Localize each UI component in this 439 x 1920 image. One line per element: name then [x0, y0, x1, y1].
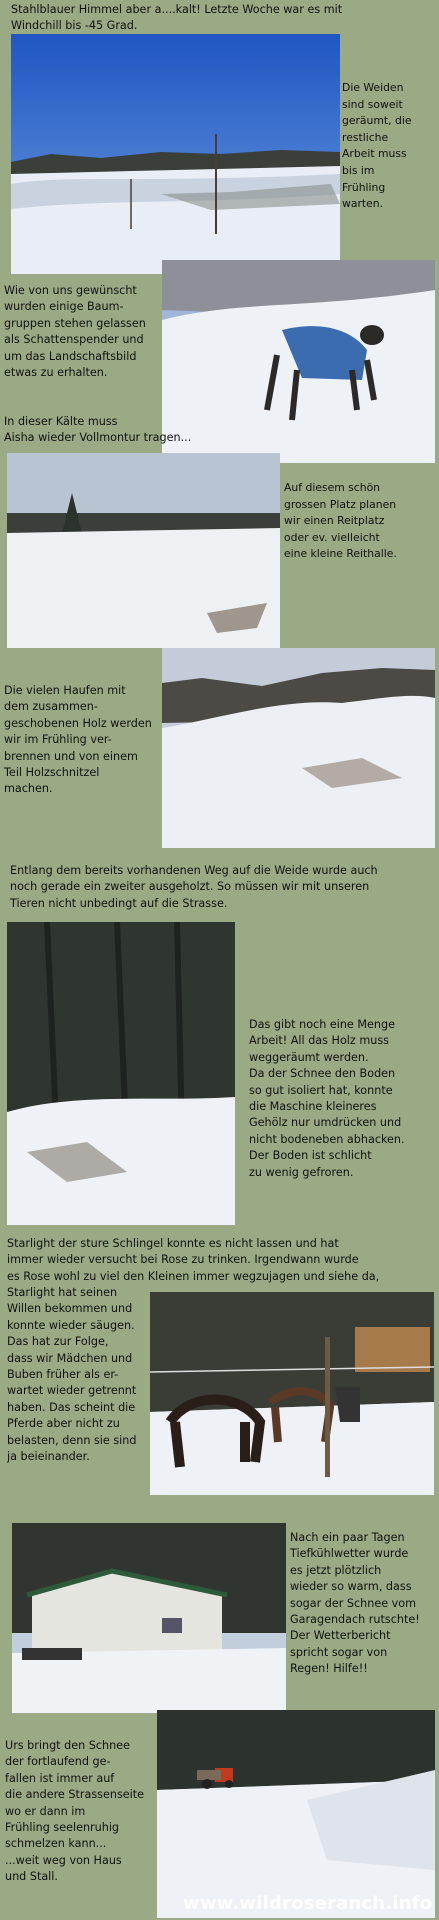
pasture-clear-sky-photo	[11, 34, 340, 274]
pasture-caption: Die Weiden sind soweit geräumt, die restliche Arbeit muss bis im Frühling warten.	[342, 81, 412, 211]
aisha-caption: In dieser Kälte muss Aisha wieder Vollmontur tragen...	[4, 415, 192, 445]
wood-removal-caption: Das gibt noch eine Menge Arbeit! All das Holz muss weggeräumt werden. Da der Schnee den Boden so gut isoliert hat, konnte die Maschine kleineres Gehölz nur umdrücken und nicht bodeneben abhacken. Der Boden ist schlicht zu wenig gefroren.	[249, 1018, 405, 1179]
starlight-caption-top: Starlight der sture Schlingel konnte es nicht lassen und hat immer wieder versucht bei Rose zu trinken. Irgendwann wurde es Rose wohl zu viel den Kleinen immer wegzujagen und siehe da,	[7, 1237, 380, 1283]
wood-piles-photo	[162, 648, 435, 848]
path-caption: Entlang dem bereits vorhandenen Weg auf die Weide wurde auch noch gerade ein zweiter ausgeholzt. So müssen wir mit unseren Tieren nicht unbedingt auf die Strasse.	[10, 864, 378, 910]
snow-clearing-photo	[157, 1710, 435, 1918]
wood-piles-image	[162, 648, 435, 848]
garage-image	[12, 1523, 286, 1713]
horses-paddock-photo	[150, 1292, 434, 1495]
website-watermark: www.wildroseranch.info	[183, 1893, 433, 1914]
wood-piles-caption: Die vielen Haufen mit dem zusammen- geschobenen Holz werden wir im Frühling ver- brennen und von einem Teil Holzschnitzel machen.	[4, 684, 152, 796]
riding-arena-caption: Auf diesem schön grossen Platz planen wir einen Reitplatz oder ev. vielleicht eine kleine Reithalle.	[284, 481, 397, 561]
forest-clearing-image	[7, 922, 235, 1225]
aisha-dog-snow-image	[162, 260, 435, 463]
starlight-caption-side: Starlight hat seinen Willen bekommen und konnte wieder säugen. Das hat zur Folge, dass wir Mädchen und Buben früher als er- wartet wieder getrennt haben. Das scheint die Pferde aber nicht zu belasten, denn sie sind ja beieinander.	[7, 1286, 137, 1464]
pasture-clear-sky-image	[11, 34, 340, 274]
snow-clearing-caption: Urs bringt den Schnee der fortlaufend ge- fallen ist immer auf die andere Strassenseite wo er dann im Frühling seelenruhig schmelzen kann... ...weit weg von Haus und Stall.	[5, 1739, 145, 1884]
garage-photo	[12, 1523, 286, 1713]
riding-arena-site-image	[7, 453, 280, 648]
intro-caption: Stahlblauer Himmel aber a....kalt! Letzte Woche war es mit Windchill bis -45 Grad.	[11, 3, 343, 33]
aisha-dog-snow-photo	[162, 260, 435, 463]
forest-clearing-photo	[7, 922, 235, 1225]
horses-paddock-image	[150, 1292, 434, 1495]
tree-groups-caption: Wie von uns gewünscht wurden einige Baum- gruppen stehen gelassen als Schattenspender und um das Landschaftsbild etwas zu erhalten.	[4, 284, 146, 380]
warm-weather-caption: Nach ein paar Tagen Tiefkühlwetter wurde es jetzt plötzlich wieder so warm, dass sogar der Schnee vom Garagendach rutschte! Der Wetterbericht spricht sogar von Regen! Hilfe!!	[290, 1531, 420, 1676]
snow-clearing-image	[157, 1710, 435, 1918]
riding-arena-site-photo	[7, 453, 280, 648]
